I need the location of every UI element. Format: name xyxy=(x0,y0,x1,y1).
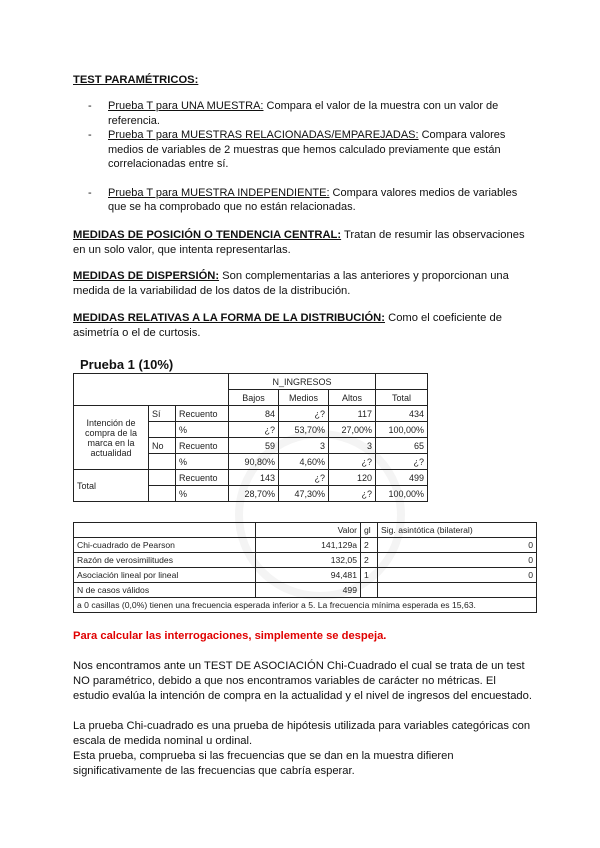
col-header: Total xyxy=(376,390,428,406)
col-header: Altos xyxy=(329,390,376,406)
section-shape xyxy=(73,311,533,341)
table-row xyxy=(74,374,428,390)
table-row: % 90,80% 4,60% ¿? ¿? xyxy=(74,454,428,470)
paragraph: Esta prueba, comprueba si las frecuencias que se dan en la muestra difieren significativamente de las frecuencias que cabría esperar. xyxy=(73,750,454,777)
col-header: Bajos xyxy=(229,390,279,406)
table-row: Intención de compra de la marca en la actualidad Sí Recuento 84 ¿? 117 434 xyxy=(74,406,428,422)
row-label: Intención de compra de la marca en la actualidad xyxy=(74,406,149,470)
bullet-item: - Prueba T para MUESTRAS RELACIONADAS/EMPAREJADAS: Compara valores medios de variables de 2 muestras que hemos calculado previamente que están correlacionadas entre sí. xyxy=(88,129,506,170)
bullet-item: - Prueba T para MUESTRA INDEPENDIENTE: Compara valores medios de variables que se ha comprobado que no están relacionadas. xyxy=(88,186,518,213)
table-row: Asociación lineal por lineal 94,481 1 0 xyxy=(74,568,537,583)
section-text: Tratan de resumir las observaciones en un solo valor, que intenta representarlas. xyxy=(73,229,525,256)
bullet-list xyxy=(88,99,528,215)
table1-title: Prueba 1 (10%) xyxy=(80,357,174,372)
section-title: MEDIDAS RELATIVAS A LA FORMA DE LA DISTRIBUCIÓN: xyxy=(73,312,385,324)
paragraph: La prueba Chi-cuadrado es una prueba de hipótesis utilizada para variables categóricas con escala de medida nominal u ordinal. xyxy=(73,720,531,747)
section-title: MEDIDAS DE POSICIÓN O TENDENCIA CENTRAL: xyxy=(73,229,342,241)
bullet-item: - Prueba T para UNA MUESTRA: Compara el valor de la muestra con un valor de referencia. xyxy=(88,100,499,127)
section-dispersion xyxy=(73,269,533,299)
crosstab-table xyxy=(73,373,428,502)
paragraph: Nos encontramos ante un TEST DE ASOCIACIÓN Chi-Cuadrado el cual se trata de un test NO paramétrico, debido a que nos encontramos variables de carácter no métricas. El estudio evalúa la intención de compra en la actualidad y el nivel de ingresos del encuestado. xyxy=(73,660,532,702)
table-row: % ¿? 53,70% 27,00% 100,00% xyxy=(74,422,428,438)
section-text: Como el coeficiente de asimetría o el de curtosis. xyxy=(73,312,502,339)
col-header: gl xyxy=(361,523,378,538)
bullet-term: Prueba T para MUESTRAS RELACIONADAS/EMPAREJADAS: xyxy=(108,129,419,141)
table-row xyxy=(74,523,537,538)
chi-square-table xyxy=(73,522,537,613)
table-footnote: a 0 casillas (0,0%) tienen una frecuencia esperada inferior a 5. La frecuencia mínima esperada es 15,63. xyxy=(74,598,537,613)
table-row: % 28,70% 47,30% ¿? 100,00% xyxy=(74,486,428,502)
bullet-text: Compara el valor de la muestra con un valor de referencia. xyxy=(108,100,499,127)
section-text: Son complementarias a las anteriores y proporcionan una medida de la variabilidad de los datos de la distribución. xyxy=(73,270,509,297)
heading-parametric-tests: TEST PARAMÉTRICOS: xyxy=(73,74,199,86)
total-label: Total xyxy=(74,470,149,502)
bullet-text: Compara valores medios de variables de 2 muestras que hemos calculado previamente que están correlacionadas entre sí. xyxy=(108,129,506,170)
table-row: Razón de verosimilitudes 132,05 2 0 xyxy=(74,553,537,568)
col-header: Medios xyxy=(279,390,329,406)
red-note: Para calcular las interrogaciones, simplemente se despeja. xyxy=(73,630,387,642)
col-header: Sig. asintótica (bilateral) xyxy=(378,523,537,538)
bullet-term: Prueba T para MUESTRA INDEPENDIENTE: xyxy=(108,186,330,199)
table-row: N de casos válidos 499 xyxy=(74,583,537,598)
table-row: Total Recuento 143 ¿? 120 499 xyxy=(74,470,428,486)
table-row xyxy=(74,598,537,613)
group-header: N_INGRESOS xyxy=(229,374,376,390)
bullet-term: Prueba T para UNA MUESTRA: xyxy=(108,100,264,112)
table-row: No Recuento 59 3 3 65 xyxy=(74,438,428,454)
section-title: MEDIDAS DE DISPERSIÓN: xyxy=(73,270,220,282)
table-row: Chi-cuadrado de Pearson 141,129a 2 0 xyxy=(74,538,537,553)
bullet-text: Compara valores medios de variables que se ha comprobado que no están relacionadas. xyxy=(108,186,518,213)
section-central-tendency xyxy=(73,228,533,258)
col-header: Valor xyxy=(256,523,361,538)
